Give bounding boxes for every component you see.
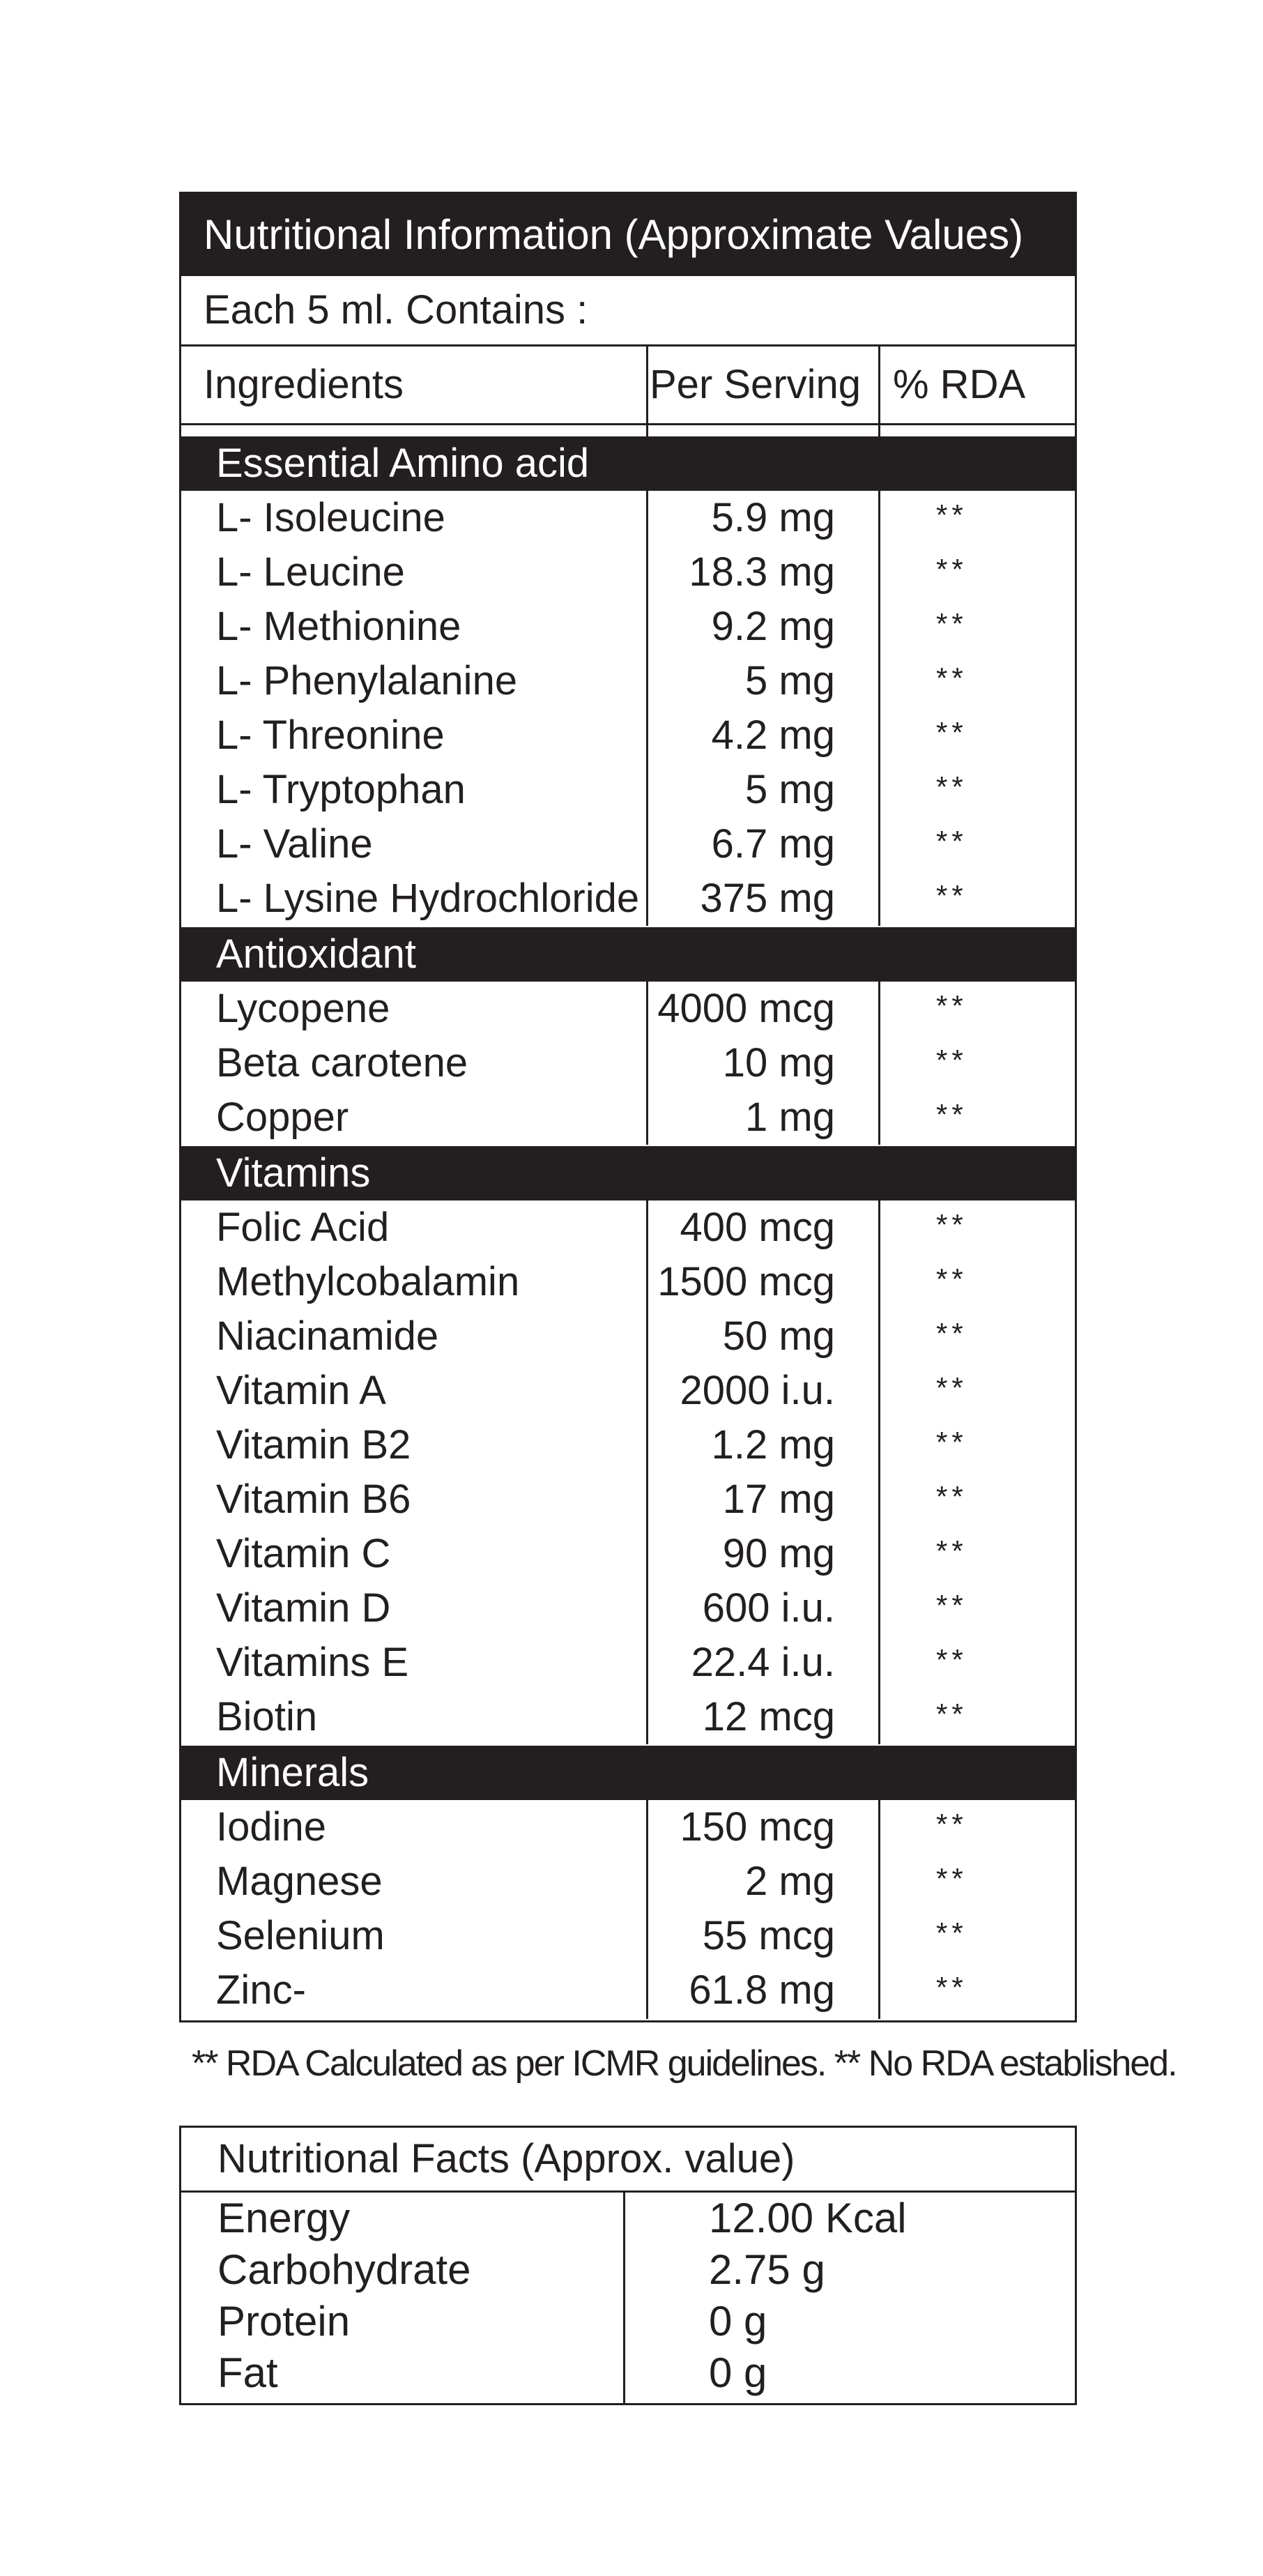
ingredient-name: Vitamin B2 <box>181 1418 648 1472</box>
table-row <box>181 1963 1075 2019</box>
table-row <box>181 763 1075 817</box>
ingredient-amount: 4.2 mg <box>648 708 880 763</box>
ingredient-name: Vitamin D <box>181 1581 648 1636</box>
table-row <box>181 491 1075 545</box>
ingredient-rda: ** <box>936 1426 967 1458</box>
footnote: ** RDA Calculated as per ICMR guidelines. ** No RDA established. <box>192 2043 1177 2084</box>
header-spacer <box>181 425 1075 436</box>
ingredient-name: Methylcobalamin <box>181 1255 648 1309</box>
ingredient-amount: 6.7 mg <box>648 817 880 871</box>
header-ingredients: Ingredients <box>181 346 648 423</box>
table-row <box>181 1309 1075 1364</box>
serving-size: Each 5 ml. Contains : <box>181 276 1075 346</box>
ingredient-rda: ** <box>936 662 967 694</box>
ingredient-name: Niacinamide <box>181 1309 648 1364</box>
header-per-serving: Per Serving <box>648 346 880 423</box>
table-row <box>181 1090 1075 1145</box>
table-row <box>181 1581 1075 1636</box>
ingredient-rda: ** <box>936 1808 967 1840</box>
table-title: Nutritional Information (Approximate Values) <box>181 194 1075 276</box>
facts-row <box>181 2193 1075 2244</box>
table-row <box>181 1636 1075 1690</box>
ingredient-rda: ** <box>936 498 967 531</box>
ingredient-rda: ** <box>936 1698 967 1730</box>
ingredient-name: Vitamins E <box>181 1636 648 1690</box>
fact-name: Fat <box>181 2347 625 2403</box>
ingredient-name: L- Isoleucine <box>181 491 648 545</box>
ingredient-rda: ** <box>936 1916 967 1949</box>
table-row <box>181 982 1075 1036</box>
table-row <box>181 1909 1075 1963</box>
ingredient-name: L- Leucine <box>181 545 648 600</box>
table-sections <box>181 436 1075 2020</box>
section-body <box>181 1800 1075 2020</box>
ingredient-amount: 90 mg <box>648 1527 880 1581</box>
table-header-row <box>181 346 1075 425</box>
ingredient-amount: 9.2 mg <box>648 600 880 654</box>
nutrition-facts-table <box>179 2126 1077 2405</box>
ingredient-amount: 600 i.u. <box>648 1581 880 1636</box>
fact-name: Carbohydrate <box>181 2244 625 2296</box>
ingredient-name: L- Methionine <box>181 600 648 654</box>
ingredient-rda: ** <box>936 770 967 803</box>
table-row <box>181 1854 1075 1909</box>
ingredient-name: L- Phenylalanine <box>181 654 648 708</box>
ingredient-name: L- Tryptophan <box>181 763 648 817</box>
table-row <box>181 1201 1075 1255</box>
ingredient-amount: 22.4 i.u. <box>648 1636 880 1690</box>
ingredient-amount: 2000 i.u. <box>648 1364 880 1418</box>
section-body <box>181 1201 1075 1746</box>
table-row <box>181 708 1075 763</box>
nutrition-table <box>179 192 1077 2022</box>
ingredient-rda: ** <box>936 879 967 912</box>
fact-value: 0 g <box>709 2298 767 2345</box>
fact-name: Protein <box>181 2296 625 2347</box>
section-heading: Vitamins <box>181 1146 1075 1201</box>
facts-row <box>181 2296 1075 2347</box>
table-row <box>181 545 1075 600</box>
ingredient-name: Vitamin A <box>181 1364 648 1418</box>
ingredient-rda: ** <box>936 553 967 586</box>
fact-value: 2.75 g <box>709 2246 825 2293</box>
section-heading: Minerals <box>181 1746 1075 1800</box>
ingredient-amount: 400 mcg <box>648 1201 880 1255</box>
ingredient-name: Copper <box>181 1090 648 1145</box>
fact-name: Energy <box>181 2193 625 2244</box>
table-row <box>181 1255 1075 1309</box>
facts-rows <box>181 2193 1075 2403</box>
ingredient-amount: 18.3 mg <box>648 545 880 600</box>
ingredient-name: L- Valine <box>181 817 648 871</box>
table-row <box>181 1036 1075 1090</box>
ingredient-rda: ** <box>936 716 967 749</box>
table-row <box>181 600 1075 654</box>
ingredient-name: L- Lysine Hydrochloride <box>181 871 648 926</box>
ingredient-amount: 1.2 mg <box>648 1418 880 1472</box>
ingredient-rda: ** <box>936 1208 967 1241</box>
ingredient-name: L- Threonine <box>181 708 648 763</box>
ingredient-amount: 1 mg <box>648 1090 880 1145</box>
ingredient-amount: 375 mg <box>648 871 880 926</box>
facts-title: Nutritional Facts (Approx. value) <box>181 2128 1075 2193</box>
ingredient-name: Biotin <box>181 1690 648 1744</box>
ingredient-rda: ** <box>936 1317 967 1350</box>
ingredient-rda: ** <box>936 1371 967 1404</box>
ingredient-name: Zinc- <box>181 1963 648 2019</box>
ingredient-rda: ** <box>936 825 967 858</box>
ingredient-name: Beta carotene <box>181 1036 648 1090</box>
section-body <box>181 982 1075 1146</box>
ingredient-name: Selenium <box>181 1909 648 1963</box>
ingredient-name: Iodine <box>181 1800 648 1854</box>
table-row <box>181 1800 1075 1854</box>
table-row <box>181 871 1075 926</box>
ingredient-rda: ** <box>936 1589 967 1622</box>
ingredient-name: Magnese <box>181 1854 648 1909</box>
table-row <box>181 1418 1075 1472</box>
fact-value: 12.00 Kcal <box>709 2195 907 2241</box>
ingredient-name: Vitamin C <box>181 1527 648 1581</box>
ingredient-amount: 12 mcg <box>648 1690 880 1744</box>
ingredient-rda: ** <box>936 1862 967 1895</box>
table-row <box>181 1364 1075 1418</box>
table-row <box>181 817 1075 871</box>
ingredient-name: Vitamin B6 <box>181 1472 648 1527</box>
ingredient-amount: 150 mcg <box>648 1800 880 1854</box>
ingredient-amount: 17 mg <box>648 1472 880 1527</box>
nutrition-label <box>179 192 1177 2405</box>
header-rda: % RDA <box>893 362 1026 407</box>
table-row <box>181 1472 1075 1527</box>
ingredient-amount: 4000 mcg <box>648 982 880 1036</box>
table-row <box>181 654 1075 708</box>
fact-value: 0 g <box>709 2349 767 2396</box>
ingredient-amount: 55 mcg <box>648 1909 880 1963</box>
ingredient-name: Lycopene <box>181 982 648 1036</box>
ingredient-amount: 50 mg <box>648 1309 880 1364</box>
ingredient-amount: 5 mg <box>648 654 880 708</box>
section-heading: Antioxidant <box>181 927 1075 982</box>
ingredient-amount: 61.8 mg <box>648 1963 880 2019</box>
ingredient-amount: 5 mg <box>648 763 880 817</box>
ingredient-amount: 2 mg <box>648 1854 880 1909</box>
ingredient-amount: 5.9 mg <box>648 491 880 545</box>
ingredient-rda: ** <box>936 1643 967 1676</box>
ingredient-amount: 10 mg <box>648 1036 880 1090</box>
ingredient-rda: ** <box>936 1263 967 1295</box>
table-row <box>181 1527 1075 1581</box>
ingredient-rda: ** <box>936 1098 967 1131</box>
section-heading: Essential Amino acid <box>181 436 1075 491</box>
section-body <box>181 491 1075 927</box>
table-row <box>181 1690 1075 1744</box>
ingredient-rda: ** <box>936 1044 967 1076</box>
ingredient-rda: ** <box>936 607 967 640</box>
ingredient-amount: 1500 mcg <box>648 1255 880 1309</box>
ingredient-rda: ** <box>936 989 967 1022</box>
ingredient-rda: ** <box>936 1480 967 1513</box>
ingredient-name: Folic Acid <box>181 1201 648 1255</box>
facts-row <box>181 2347 1075 2403</box>
ingredient-rda: ** <box>936 1534 967 1567</box>
ingredient-rda: ** <box>936 1971 967 2004</box>
facts-row <box>181 2244 1075 2296</box>
